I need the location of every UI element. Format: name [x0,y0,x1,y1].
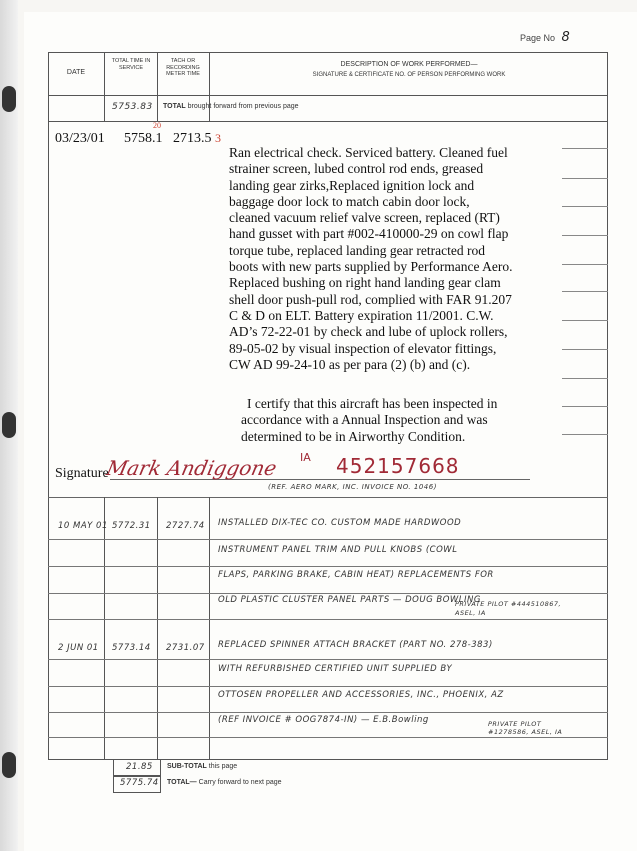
entry3-tach-time: 2731.07 [166,643,205,653]
rule-line [48,737,608,738]
punch-hole [2,412,16,438]
table-top-border [48,52,608,53]
entry2-line: INSTRUMENT PANEL TRIM AND PULL KNOBS (COWL [218,545,458,555]
entry2-line: INSTALLED DIX-TEC CO. CUSTOM MADE HARDWOOD [218,518,462,528]
header-signature-cert: SIGNATURE & CERTIFICATE NO. OF PERSON PERFORMING WORK [312,72,506,78]
carry-label [167,779,282,786]
entry3-line: OTTOSEN PROPELLER AND ACCESSORIES, INC., PHOENIX, AZ [218,690,504,700]
col-divider [104,497,105,759]
punch-hole [2,86,16,112]
subtotal-label-rest: this page [208,763,238,770]
entry1-lines-line: Ran electrical check. Serviced battery. Cleaned fuel [229,145,508,160]
rule-line [562,434,608,435]
ia-mark: IA [300,451,311,464]
entry1-tach-correction: 3 [215,131,221,145]
entry2-tach-time: 2727.74 [166,521,205,531]
rule-line [562,291,608,292]
rule-line [48,686,608,687]
entry3-line: REPLACED SPINNER ATTACH BRACKET (PART NO. 278-383) [218,640,493,650]
entry3-signer-note: PRIVATE PILOT #1278586, ASEL, IA [488,720,563,736]
entry2-signer-note: PRIVATE PILOT #444510867, ASEL, IA [455,600,562,617]
header-total-time: TOTAL TIME IN SERVICE [111,58,151,71]
entry3-date: 2 JUN 01 [58,643,99,653]
header-date: DATE [66,69,86,76]
entry1-lines-line: 89-05-02 by visual inspection of elevator fittings, [229,340,497,356]
entry1-lines-line: cleaned vacuum relief valve screen, replaced (RT) [229,210,500,226]
col-divider [104,52,105,122]
subtotal-value: 21.85 [126,762,153,772]
entry2-total-time: 5772.31 [112,521,151,531]
entry1-lines-line: boots with new parts supplied by Performance Aero. [229,259,513,275]
punch-hole [2,752,16,778]
forward-label-rest: brought forward from previous page [187,103,299,110]
rule-line [48,712,608,713]
rule-line [48,566,608,567]
certificate-number: 452157668 [336,454,460,478]
carry-label-bold: TOTAL— [167,779,197,786]
entry1-lines-line: baggage door lock to match cabin door lock, [229,193,470,209]
subtotal-label [167,763,237,770]
header-divider [48,95,608,96]
entry1-certification [241,396,561,445]
page-number-label: Page No [520,33,556,43]
cert-lines-line: I certify that this aircraft has been inspected in [247,396,498,411]
entry1-lines-line: torque tube, replaced landing gear retracted rod [229,242,485,258]
header-description: DESCRIPTION OF WORK PERFORMED— [340,61,478,68]
entry1-tach-time: 2713.5 [173,131,212,146]
rule-line [562,406,608,407]
entry1-lines-line: AD’s 72-22-01 by check and lube of uplock rollers, [229,324,508,340]
cert-lines-line: determined to be in Airworthy Condition. [241,428,466,444]
carry-label-rest: Carry forward to next page [198,779,282,786]
entry1-lines-line: hand gusset with part #002-410000-29 on cowl flap [229,226,509,242]
forward-label [163,103,299,110]
rule-line [562,349,608,350]
col-divider [157,497,158,759]
header-tach-time: TACH OR RECORDING METER TIME [166,58,200,77]
col-divider [157,52,158,122]
page-number-value: 8 [561,30,570,45]
entry1-lines-line: landing gear zirks,Replaced ignition lock and [229,177,475,193]
forward-label-bold: TOTAL [163,103,186,110]
cert-lines-line: accordance with a Annual Inspection and was [241,412,488,428]
entry3-line: (REF INVOICE # OOG7874-IN) — E.B.Bowling [218,715,429,725]
rule-line [562,264,608,265]
col-divider [209,52,210,122]
section-divider [48,497,608,498]
carry-total-value: 5775.74 [120,778,159,788]
entry1-description [229,145,559,373]
rule-line [48,539,608,540]
entry1-total-time: 5758.1 [124,131,163,146]
entry1-lines-line: CW AD 99-24-10 as per para (2) (b) and (c). [229,356,471,372]
forward-total-value: 5753.83 [112,102,153,112]
rule-line [48,593,608,594]
signature-reference: (REF. AERO MARK, INC. INVOICE NO. 1046) [268,483,437,491]
entry1-lines-line: shell door push-pull rod, complied with FAR 91.207 [229,291,512,307]
rule-line [48,659,608,660]
entry2-line: OLD PLASTIC CLUSTER PANEL PARTS — DOUG BOWLING [218,595,481,605]
entry3-total-time: 5773.14 [112,643,151,653]
rule-line [562,148,608,149]
rule-line [562,320,608,321]
entry1-date: 03/23/01 [55,131,105,146]
binder-strip [0,0,18,851]
col-divider [209,497,210,759]
rule-line [562,178,608,179]
signature-handwritten: Mark Andiggone [104,456,279,480]
entry1-total-correction: 20 [153,121,161,130]
entry1-lines-line: Replaced bushing on right hand landing gear clam [229,275,501,291]
subtotal-label-bold: SUB-TOTAL [167,763,207,770]
signature-label: Signature [55,466,109,481]
entry1-lines-line: strainer screen, lubed control rod ends, greased [229,161,484,177]
entry2-date: 10 MAY 01 [58,521,108,531]
rule-line [562,235,608,236]
entry1-lines-line: C & D on ELT. Battery expiration 11/2001. C.W. [229,307,494,323]
rule-line [562,206,608,207]
page-number [520,30,570,45]
entry3-line: WITH REFURBISHED CERTIFIED UNIT SUPPLIED BY [218,664,453,674]
rule-line [562,378,608,379]
entry2-line: FLAPS, PARKING BRAKE, CABIN HEAT) REPLACEMENTS FOR [218,570,494,580]
rule-line [48,619,608,620]
table-left-border [48,52,49,760]
forward-row-divider [48,121,608,122]
